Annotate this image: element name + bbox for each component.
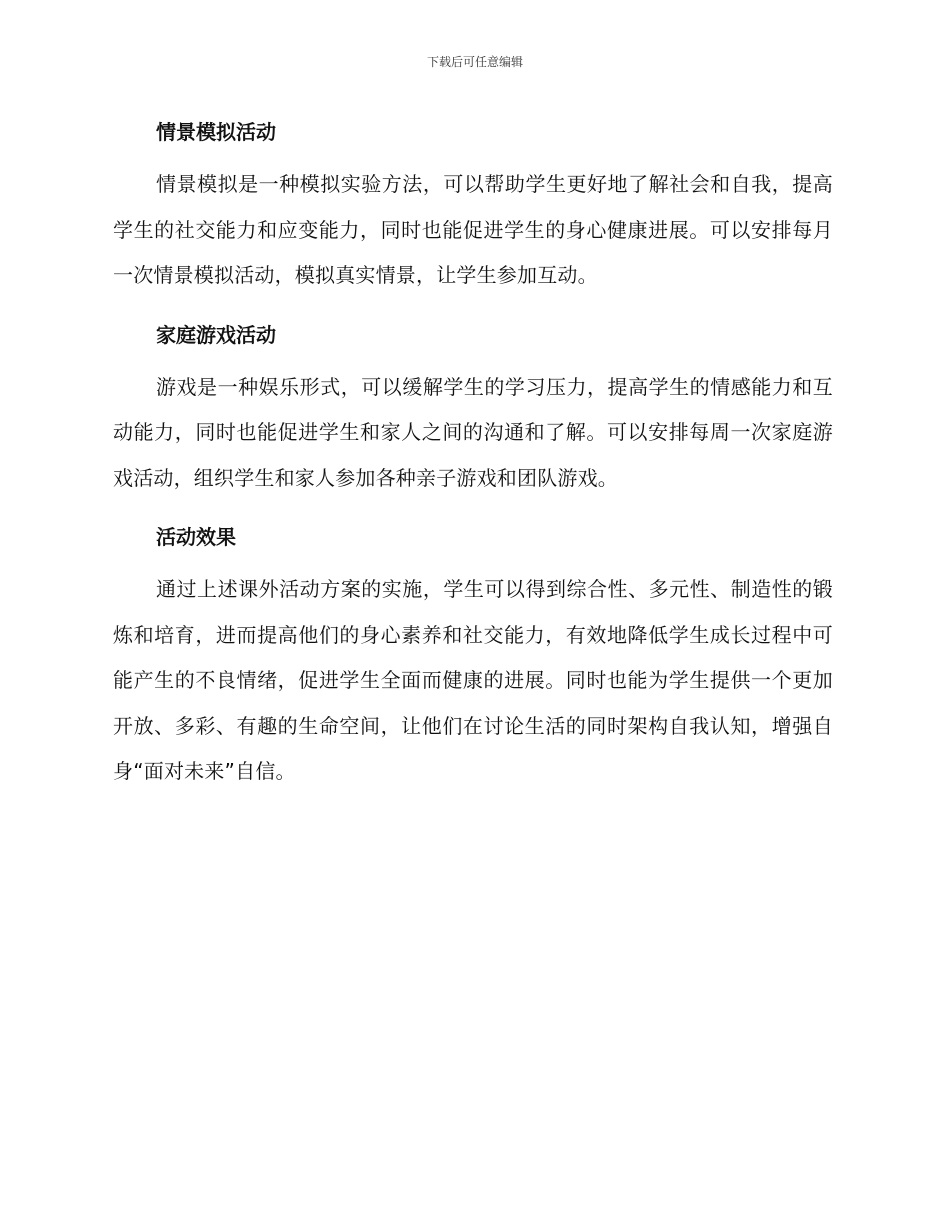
section-scenario-simulation [113,110,833,299]
section-paragraph: 情景模拟是一种模拟实验方法，可以帮助学生更好地了解社会和自我，提高学生的社交能力和应变能力，同时也能促进学生的身心健康进展。可以安排每月一次情景模拟活动，模拟真实情景，让学生参加互动。 [113,172,833,287]
section-heading: 活动效果 [156,525,236,549]
page-header: 下载后可任意编辑 [426,55,523,69]
section-paragraph: 通过上述课外活动方案的实施，学生可以得到综合性、多元性、制造性的锻炼和培育，进而提高他们的身心素养和社交能力，有效地降低学生成长过程中可能产生的不良情绪，促进学生全面而健康的进展。同时也能为学生提供一个更加开放、多彩、有趣的生命空间，让他们在讨论生活的同时架构自我认知，增强自身“面对未来”自信。 [113,577,833,783]
section-family-games [113,313,833,502]
section-activity-effects [113,515,833,795]
section-heading: 情景模拟活动 [156,120,276,144]
section-paragraph: 游戏是一种娱乐形式，可以缓解学生的学习压力，提高学生的情感能力和互动能力，同时也能促进学生和家人之间的沟通和了解。可以安排每周一次家庭游戏活动，组织学生和家人参加各种亲子游戏和团队游戏。 [113,374,833,490]
document-body [113,110,833,809]
section-heading: 家庭游戏活动 [156,322,276,347]
